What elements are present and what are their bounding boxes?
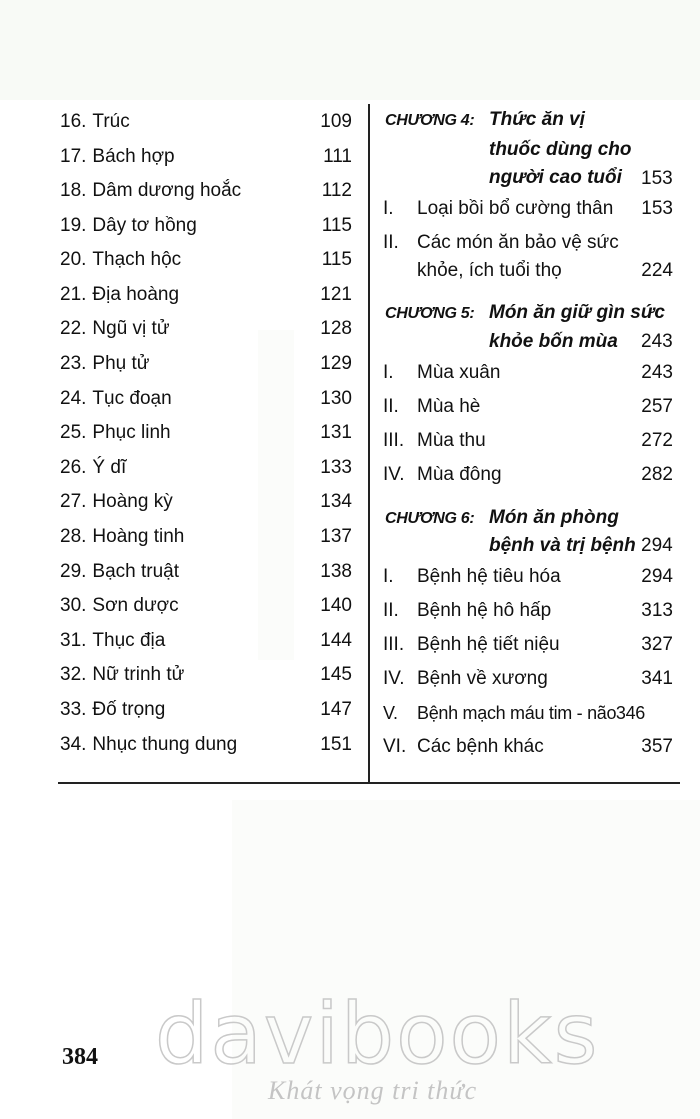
- chapter-title: bệnh và trị bệnh: [489, 535, 636, 556]
- toc-entry: 23. Phụ tử 129: [60, 353, 352, 374]
- toc-entry: 25. Phục linh 131: [60, 422, 352, 443]
- toc-entry: V. Bệnh mạch máu tim - não 346: [383, 702, 645, 723]
- bottom-rule: [58, 782, 680, 784]
- chapter-label: CHƯƠNG 5:: [385, 305, 475, 322]
- toc-entry: 32. Nữ trinh tử 145: [60, 664, 352, 685]
- chapter-title: thuốc dùng cho: [489, 139, 632, 160]
- page-top-band: [0, 0, 700, 100]
- toc-entry: III. Bệnh hệ tiết niệu 327: [383, 634, 673, 655]
- toc-entry: II. Bệnh hệ hô hấp 313: [383, 600, 673, 621]
- watermark-tagline: Khát vọng tri thức: [268, 1076, 478, 1105]
- chapter-page: 294: [641, 535, 673, 556]
- toc-entry: 30. Sơn dược 140: [60, 595, 352, 616]
- toc-entry: 29. Bạch truật 138: [60, 561, 352, 582]
- chapter-title: người cao tuổi: [489, 167, 622, 188]
- toc-entry: VI. Các bệnh khác 357: [383, 736, 673, 757]
- toc-entry: 22. Ngũ vị tử 128: [60, 318, 352, 339]
- chapter-page: 153: [641, 168, 673, 189]
- toc-entry: 17. Bách hợp 111: [60, 146, 352, 167]
- chapter-title: Món ăn giữ gìn sức: [489, 302, 665, 323]
- toc-entry: 34. Nhục thung dung 151: [60, 734, 352, 755]
- toc-entry: II. Các món ăn bảo vệ sức: [383, 232, 619, 253]
- toc-entry: 18. Dâm dương hoắc 112: [60, 180, 352, 201]
- watermark-logo: davibooks: [155, 985, 600, 1083]
- toc-entry: 19. Dây tơ hồng 115: [60, 215, 352, 236]
- toc-entry: 33. Đố trọng 147: [60, 699, 352, 720]
- toc-entry: 20. Thạch hộc 115: [60, 249, 352, 270]
- toc-entry: III. Mùa thu 272: [383, 430, 673, 451]
- toc-entry: II. Mùa hè 257: [383, 396, 673, 417]
- chapter-title: khỏe bốn mùa: [489, 331, 618, 352]
- toc-entry: 24. Tục đoạn 130: [60, 388, 352, 409]
- toc-entry: IV. Bệnh về xương 341: [383, 668, 673, 689]
- chapter-title: Món ăn phòng: [489, 507, 619, 528]
- column-divider: [368, 104, 370, 782]
- toc-entry-continued: khỏe, ích tuổi thọ 224: [417, 260, 673, 281]
- chapter-label: CHƯƠNG 6:: [385, 510, 475, 527]
- toc-entry: 26. Ý dĩ 133: [60, 457, 352, 478]
- chapter-title: Thức ăn vị: [489, 109, 585, 130]
- toc-entry: I. Bệnh hệ tiêu hóa 294: [383, 566, 673, 587]
- toc-entry: 31. Thục địa 144: [60, 630, 352, 651]
- toc-entry: I. Mùa xuân 243: [383, 362, 673, 383]
- toc-entry: IV. Mùa đông 282: [383, 464, 673, 485]
- toc-entry: 21. Địa hoàng 121: [60, 284, 352, 305]
- page-number: 384: [62, 1044, 98, 1070]
- toc-entry: I. Loại bồi bổ cường thân 153: [383, 198, 673, 219]
- toc-entry: 27. Hoàng kỳ 134: [60, 491, 352, 512]
- chapter-label: CHƯƠNG 4:: [385, 112, 475, 129]
- toc-entry: 16. Trúc 109: [60, 111, 352, 132]
- toc-entry: 28. Hoàng tinh 137: [60, 526, 352, 547]
- chapter-page: 243: [641, 331, 673, 352]
